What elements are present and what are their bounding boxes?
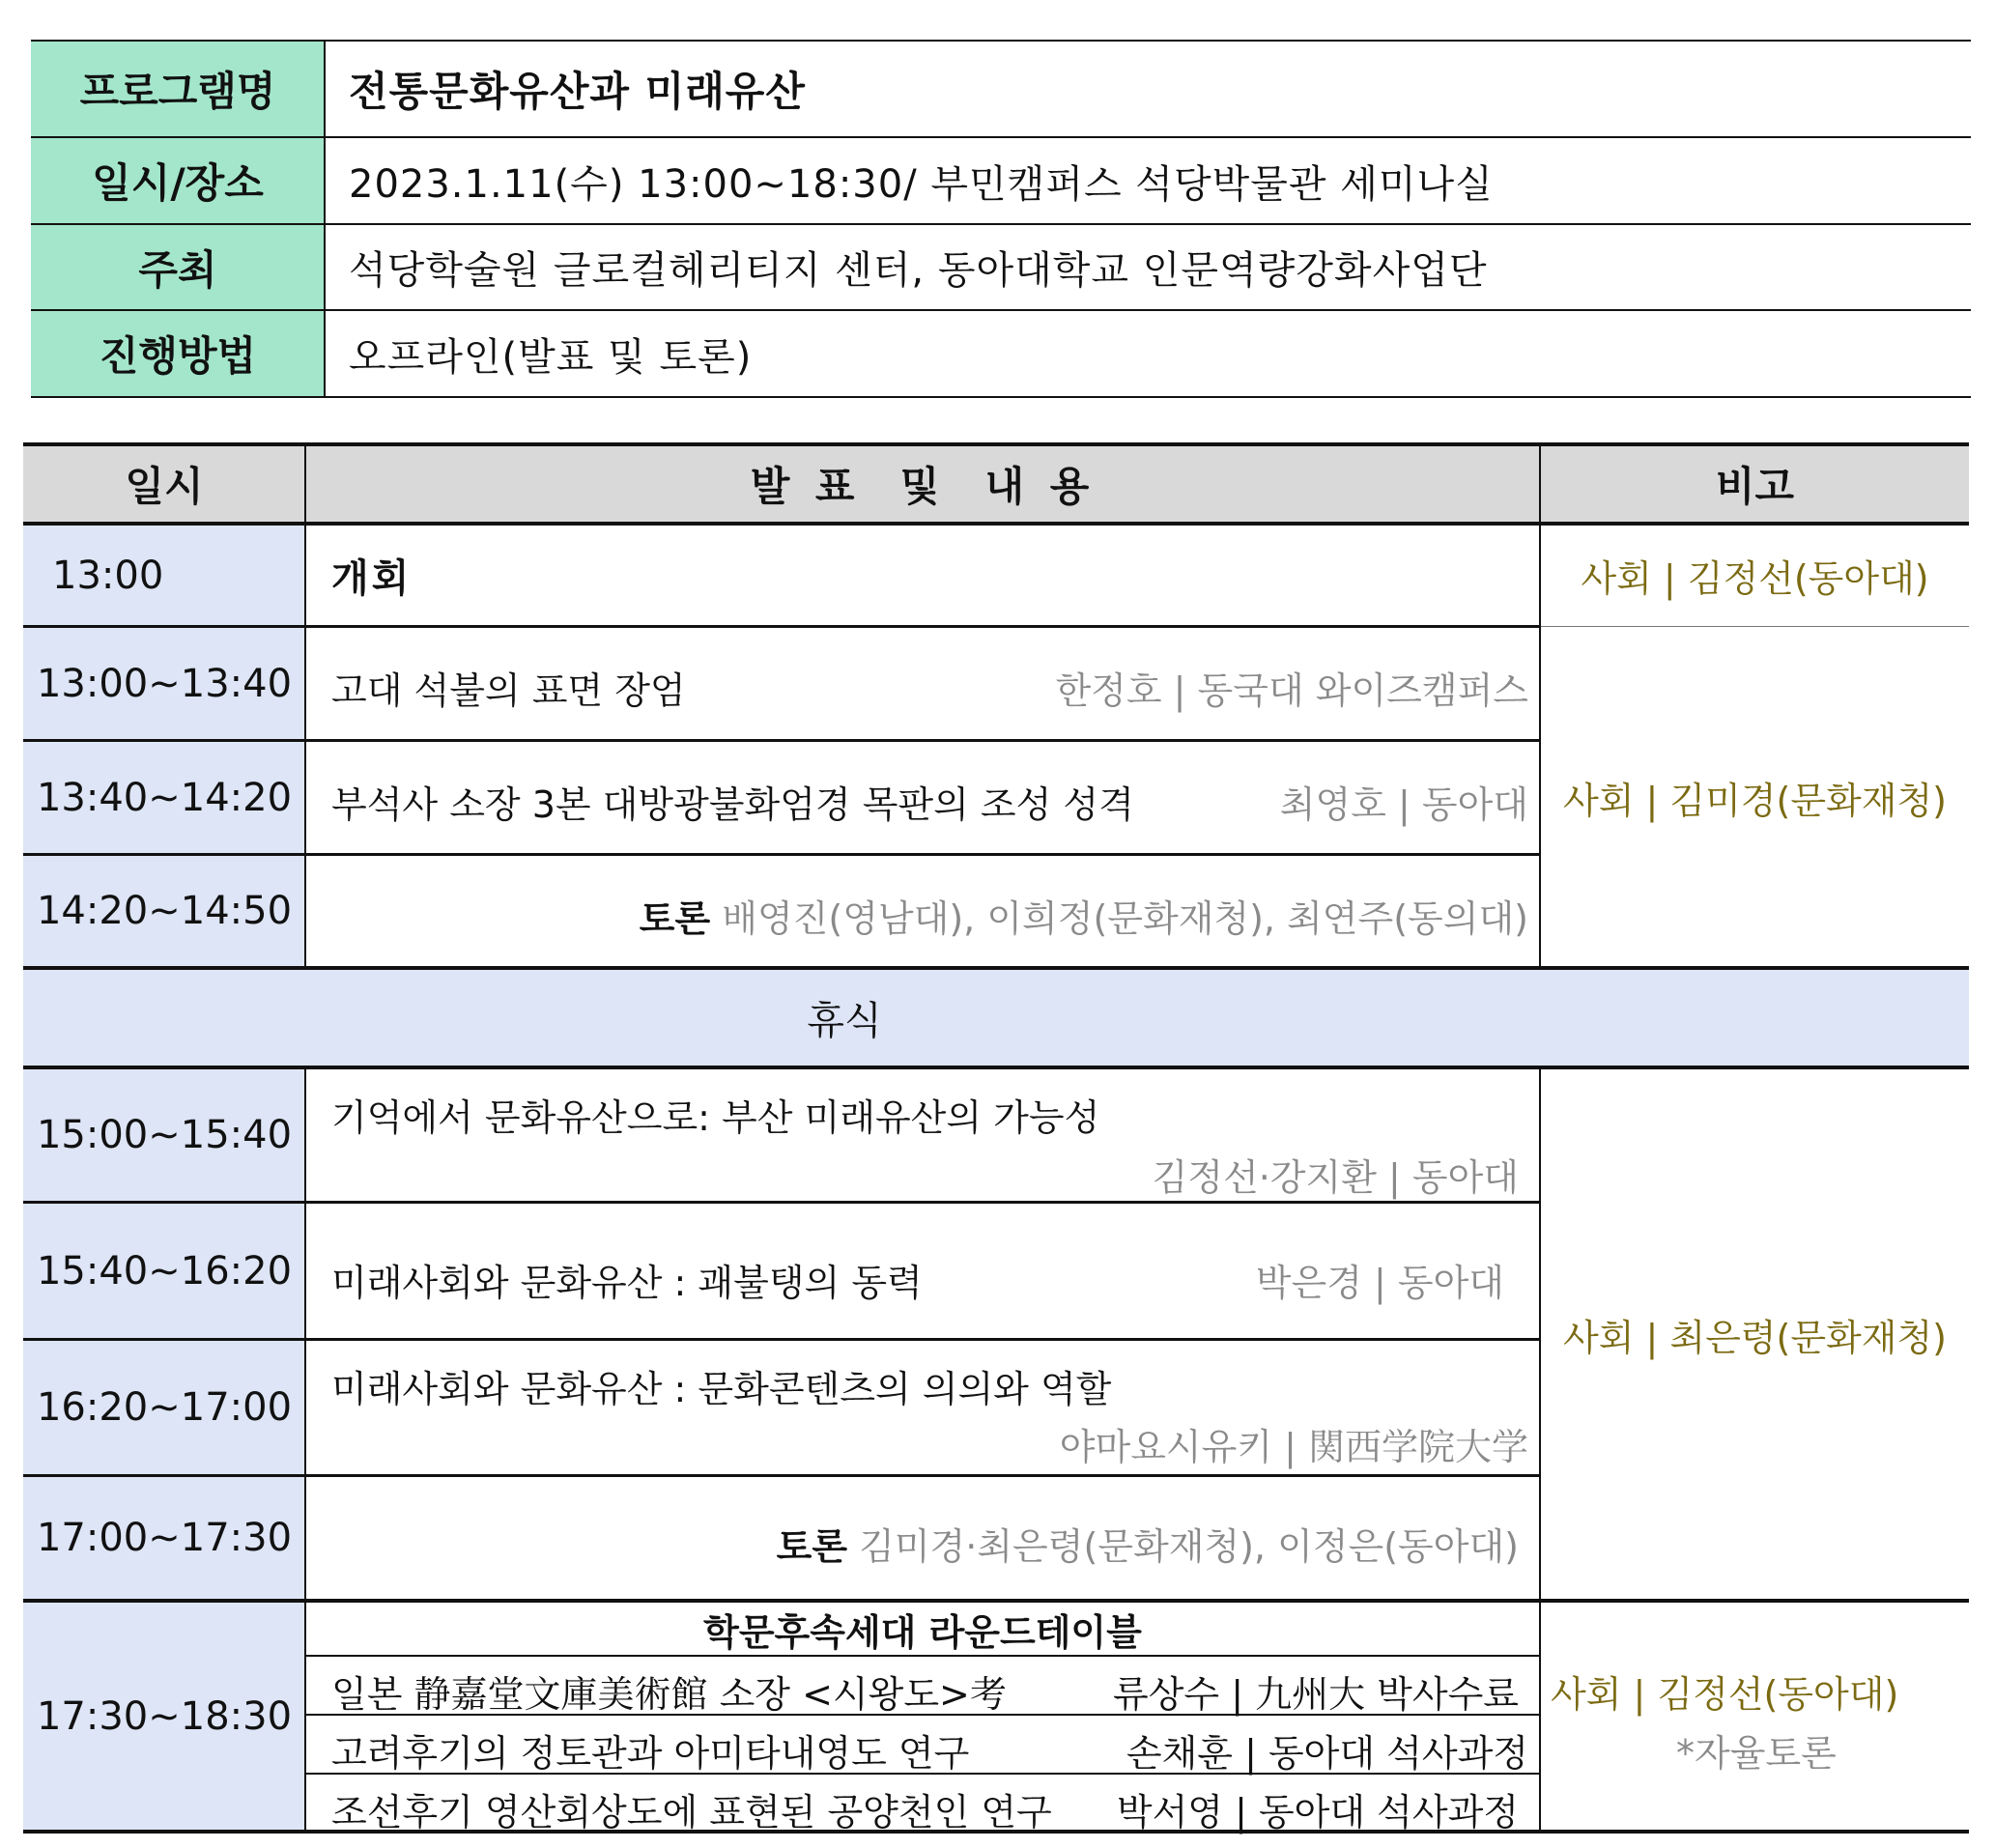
- session1-discussion-panel: 배영진(영남대), 이희정(문화재청), 최연주(동의대): [722, 897, 1528, 940]
- roundtable-heading: 학문후속세대 라운드테이블: [703, 1610, 1142, 1654]
- session1-discussion-label: 토론: [639, 897, 711, 940]
- info-value-datetime: 2023.1.11(수) 13:00∼18:30/ 부민캠퍼스 석당박물관 세미나실: [349, 161, 1494, 207]
- break-label: 휴식: [807, 999, 882, 1043]
- roundtable-presenter-3: 박서영 | 동아대 석사과정: [1116, 1791, 1519, 1834]
- session1-presenter-2: 최영호 | 동아대: [1279, 783, 1528, 826]
- roundtable-title-1: 일본 静嘉堂文庫美術館 소장 <시왕도>考: [331, 1673, 1007, 1716]
- session1-note: 사회 | 김미경(문화재청): [1563, 779, 1947, 822]
- session1-presenter-1: 한정호 | 동국대 와이즈캠퍼스: [1055, 669, 1528, 712]
- session2-note: 사회 | 최은령(문화재청): [1563, 1316, 1947, 1359]
- roundtable-presenter-2: 손채훈 | 동아대 석사과정: [1126, 1732, 1528, 1775]
- session2-title-1: 기억에서 문화유산으로: 부산 미래유산의 가능성: [331, 1096, 1100, 1139]
- session2-presenter-1: 김정선·강지환 | 동아대: [1152, 1156, 1519, 1199]
- session2-discussion-label: 토론: [776, 1525, 848, 1568]
- session2-time-1: 15:00∼15:40: [36, 1113, 293, 1157]
- opening-time: 13:00: [52, 553, 164, 598]
- roundtable-title-2: 고려후기의 정토관과 아미타내영도 연구: [331, 1732, 970, 1775]
- session2-time-4: 17:00∼17:30: [36, 1516, 293, 1560]
- session2-title-2: 미래사회와 문화유산 : 괘불탱의 동력: [331, 1262, 923, 1304]
- opening-note: 사회 | 김정선(동아대): [1581, 557, 1929, 600]
- info-value-host: 석당학술원 글로컬헤리티지 센터, 동아대학교 인문역량강화사업단: [349, 248, 1488, 293]
- session2-time-3: 16:20∼17:00: [36, 1385, 293, 1430]
- roundtable-time: 17:30∼18:30: [36, 1693, 293, 1739]
- info-label-host: 주최: [138, 245, 217, 294]
- session2-discussion: [777, 1517, 1519, 1570]
- header-time: 일시: [125, 463, 204, 510]
- session1-title-1: 고대 석불의 표면 장엄: [331, 669, 686, 712]
- session2-presenter-3: 야마요시유키 | 関西学院大学: [1059, 1426, 1528, 1468]
- info-value-program: 전통문화유산과 미래유산: [349, 68, 806, 115]
- info-label-program: 프로그램명: [79, 68, 276, 115]
- header-note: 비고: [1715, 463, 1795, 510]
- info-value-method: 오프라인(발표 및 토론): [349, 334, 753, 380]
- session1-time-2: 13:40∼14:20: [36, 775, 293, 820]
- info-label-method: 진행방법: [99, 332, 257, 380]
- roundtable-note: 사회 | 김정선(동아대): [1551, 1673, 1899, 1716]
- opening-title: 개회: [331, 556, 413, 601]
- session1-time-1: 13:00∼13:40: [36, 661, 293, 706]
- session1-title-2: 부석사 소장 3본 대방광불화엄경 목판의 조성 성격: [331, 783, 1134, 826]
- roundtable-note2: *자율토론: [1676, 1732, 1837, 1775]
- roundtable-presenter-1: 류상수 | 九州大 박사수료: [1113, 1673, 1519, 1716]
- session2-presenter-2: 박은경 | 동아대: [1255, 1262, 1504, 1304]
- session1-discussion: [640, 889, 1528, 942]
- header-content: 발 표 및 내 용: [750, 463, 1096, 510]
- session1-time-3: 14:20∼14:50: [36, 889, 293, 933]
- session2-title-3: 미래사회와 문화유산 : 문화콘텐츠의 의의와 역할: [331, 1368, 1112, 1410]
- info-label-datetime: 일시/장소: [92, 159, 264, 207]
- session2-time-2: 15:40∼16:20: [36, 1248, 293, 1294]
- session2-discussion-panel: 김미경·최은령(문화재청), 이정은(동아대): [859, 1525, 1519, 1568]
- roundtable-title-3: 조선후기 영산회상도에 표현된 공양천인 연구: [331, 1791, 1052, 1834]
